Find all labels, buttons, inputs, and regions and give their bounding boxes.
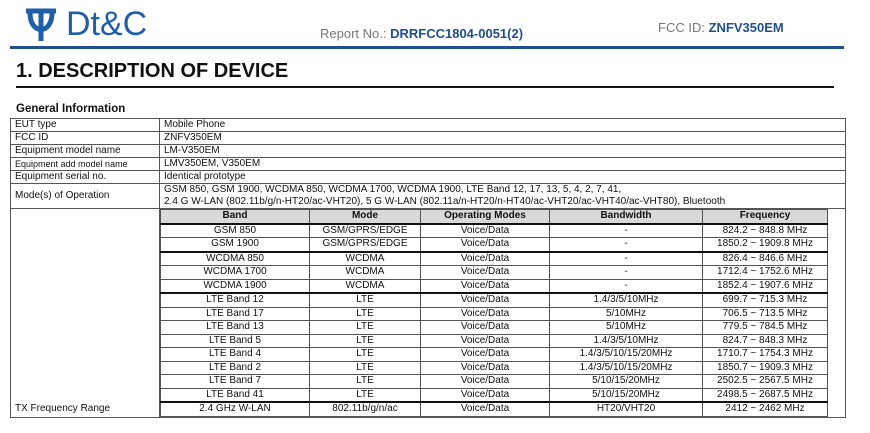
info-row bbox=[11, 171, 846, 184]
band-cell: WCDMA 850 bbox=[161, 252, 310, 266]
dtc-emblem-icon bbox=[24, 5, 58, 43]
band-cell: LTE Band 12 bbox=[161, 293, 310, 307]
frequency-row bbox=[161, 224, 828, 238]
col-header-frequency: Frequency bbox=[703, 210, 828, 224]
frequency-cell: 1850.7 ~ 1909.3 MHz bbox=[703, 361, 828, 375]
operating-mode-cell: Voice/Data bbox=[421, 307, 550, 321]
operating-mode-cell: Voice/Data bbox=[421, 348, 550, 362]
bandwidth-cell: - bbox=[550, 266, 703, 280]
frequency-row bbox=[161, 348, 828, 362]
frequency-row bbox=[161, 252, 828, 266]
section-title: 1. DESCRIPTION OF DEVICE bbox=[16, 60, 289, 82]
operating-mode-cell: Voice/Data bbox=[421, 224, 550, 238]
mode-cell: LTE bbox=[310, 307, 421, 321]
frequency-table-body bbox=[161, 224, 828, 417]
info-label: Equipment add model name bbox=[11, 158, 160, 171]
general-info-table bbox=[10, 118, 846, 418]
col-header-operating-modes: Operating Modes bbox=[421, 210, 550, 224]
bandwidth-cell: 1.4/3/5/10MHz bbox=[550, 334, 703, 348]
frequency-cell: 824.2 ~ 848.8 MHz bbox=[703, 224, 828, 238]
frequency-cell: 824.7 ~ 848.3 MHz bbox=[703, 334, 828, 348]
frequency-row bbox=[161, 307, 828, 321]
frequency-cell: 2502.5 ~ 2567.5 MHz bbox=[703, 375, 828, 389]
header-divider bbox=[10, 46, 844, 49]
bandwidth-cell: - bbox=[550, 238, 703, 252]
report-label: Report No.: bbox=[320, 26, 387, 41]
info-value: Identical prototype bbox=[160, 171, 846, 184]
band-cell: WCDMA 1900 bbox=[161, 279, 310, 293]
section-divider bbox=[16, 86, 834, 88]
bandwidth-cell: 5/10/15/20MHz bbox=[550, 375, 703, 389]
col-header-bandwidth: Bandwidth bbox=[550, 210, 703, 224]
mode-cell: WCDMA bbox=[310, 266, 421, 280]
frequency-cell: 1852.4 ~ 1907.6 MHz bbox=[703, 279, 828, 293]
band-cell: LTE Band 13 bbox=[161, 321, 310, 335]
frequency-cell: 1850.2 ~ 1909.8 MHz bbox=[703, 238, 828, 252]
frequency-row bbox=[161, 334, 828, 348]
info-label: FCC ID bbox=[11, 132, 160, 145]
frequency-cell: 706.5 ~ 713.5 MHz bbox=[703, 307, 828, 321]
frequency-cell: 1710.7 ~ 1754.3 MHz bbox=[703, 348, 828, 362]
info-label: Equipment serial no. bbox=[11, 171, 160, 184]
frequency-table bbox=[160, 209, 828, 417]
report-number bbox=[320, 26, 523, 41]
tx-frequency-label: TX Frequency Range bbox=[11, 209, 160, 418]
frequency-cell: 2498.5 ~ 2687.5 MHz bbox=[703, 388, 828, 402]
frequency-row bbox=[161, 238, 828, 252]
operating-mode-cell: Voice/Data bbox=[421, 375, 550, 389]
mode-cell: LTE bbox=[310, 321, 421, 335]
mode-cell: WCDMA bbox=[310, 279, 421, 293]
info-row bbox=[11, 158, 846, 171]
band-cell: LTE Band 7 bbox=[161, 375, 310, 389]
mode-cell: LTE bbox=[310, 361, 421, 375]
modes-value bbox=[160, 184, 846, 209]
modes-line-1: GSM 850, GSM 1900, WCDMA 850, WCDMA 1700, WCDMA 1900, LTE Band 12, 17, 13, 5, 4, 2, 7, 41, bbox=[164, 184, 622, 195]
bandwidth-cell: 5/10MHz bbox=[550, 321, 703, 335]
info-row-modes bbox=[11, 184, 846, 209]
band-cell: LTE Band 5 bbox=[161, 334, 310, 348]
info-label: Mode(s) of Operation bbox=[11, 184, 160, 209]
bandwidth-cell: - bbox=[550, 224, 703, 238]
operating-mode-cell: Voice/Data bbox=[421, 388, 550, 402]
info-label: EUT type bbox=[11, 119, 160, 132]
general-info-title: General Information bbox=[16, 103, 126, 115]
frequency-row bbox=[161, 321, 828, 335]
report-value: DRRFCC1804-0051(2) bbox=[390, 26, 524, 41]
col-header-mode: Mode bbox=[310, 210, 421, 224]
band-cell: WCDMA 1700 bbox=[161, 266, 310, 280]
band-cell: LTE Band 4 bbox=[161, 348, 310, 362]
modes-line-2: 2.4 G W-LAN (802.11b/g/n-HT20/ac-VHT20), 5 G W-LAN (802.11a/n-HT20/n-HT40/ac-VHT20/ac-VHT40/ac-VHT80), Bluetooth bbox=[164, 196, 726, 207]
page-header bbox=[0, 0, 870, 50]
mode-cell: LTE bbox=[310, 375, 421, 389]
frequency-row bbox=[161, 375, 828, 389]
bandwidth-cell: 1.4/3/5/10/15/20MHz bbox=[550, 361, 703, 375]
info-value: LMV350EM, V350EM bbox=[160, 158, 846, 171]
bandwidth-cell: 5/10/15/20MHz bbox=[550, 388, 703, 402]
frequency-row bbox=[161, 388, 828, 402]
mode-cell: 802.11b/g/n/ac bbox=[310, 402, 421, 416]
band-cell: GSM 850 bbox=[161, 224, 310, 238]
info-row bbox=[11, 119, 846, 132]
bandwidth-cell: HT20/VHT20 bbox=[550, 402, 703, 416]
band-cell: 2.4 GHz W-LAN bbox=[161, 402, 310, 416]
bandwidth-cell: 1.4/3/5/10/15/20MHz bbox=[550, 348, 703, 362]
operating-mode-cell: Voice/Data bbox=[421, 402, 550, 416]
mode-cell: GSM/GPRS/EDGE bbox=[310, 224, 421, 238]
operating-mode-cell: Voice/Data bbox=[421, 252, 550, 266]
frequency-row bbox=[161, 402, 828, 416]
frequency-row bbox=[161, 293, 828, 307]
band-cell: LTE Band 41 bbox=[161, 388, 310, 402]
bandwidth-cell: - bbox=[550, 252, 703, 266]
info-value: Mobile Phone bbox=[160, 119, 846, 132]
frequency-row bbox=[161, 266, 828, 280]
fcc-id-value: ZNFV350EM bbox=[708, 20, 784, 35]
mode-cell: WCDMA bbox=[310, 252, 421, 266]
frequency-cell: 826.4 ~ 846.6 MHz bbox=[703, 252, 828, 266]
operating-mode-cell: Voice/Data bbox=[421, 279, 550, 293]
frequency-row bbox=[161, 279, 828, 293]
logo-text: Dt&C bbox=[66, 5, 148, 43]
bandwidth-cell: - bbox=[550, 279, 703, 293]
info-row-tx bbox=[11, 209, 846, 418]
fcc-id-label: FCC ID: bbox=[658, 20, 705, 35]
bandwidth-cell: 5/10MHz bbox=[550, 307, 703, 321]
frequency-cell: 1712.4 ~ 1752.6 MHz bbox=[703, 266, 828, 280]
bandwidth-cell: 1.4/3/5/10MHz bbox=[550, 293, 703, 307]
frequency-cell: 699.7 ~ 715.3 MHz bbox=[703, 293, 828, 307]
frequency-cell: 2412 ~ 2462 MHz bbox=[703, 402, 828, 416]
fcc-id-header bbox=[658, 20, 784, 35]
info-row bbox=[11, 132, 846, 145]
mode-cell: GSM/GPRS/EDGE bbox=[310, 238, 421, 252]
tx-frequency-cell bbox=[160, 209, 846, 418]
band-cell: LTE Band 17 bbox=[161, 307, 310, 321]
operating-mode-cell: Voice/Data bbox=[421, 334, 550, 348]
frequency-cell: 779.5 ~ 784.5 MHz bbox=[703, 321, 828, 335]
band-cell: LTE Band 2 bbox=[161, 361, 310, 375]
mode-cell: LTE bbox=[310, 348, 421, 362]
band-cell: GSM 1900 bbox=[161, 238, 310, 252]
operating-mode-cell: Voice/Data bbox=[421, 361, 550, 375]
operating-mode-cell: Voice/Data bbox=[421, 293, 550, 307]
info-value: ZNFV350EM bbox=[160, 132, 846, 145]
info-label: Equipment model name bbox=[11, 145, 160, 158]
frequency-row bbox=[161, 361, 828, 375]
company-logo bbox=[24, 4, 147, 44]
mode-cell: LTE bbox=[310, 293, 421, 307]
mode-cell: LTE bbox=[310, 334, 421, 348]
operating-mode-cell: Voice/Data bbox=[421, 321, 550, 335]
frequency-header-row bbox=[161, 210, 828, 224]
info-row bbox=[11, 145, 846, 158]
mode-cell: LTE bbox=[310, 388, 421, 402]
operating-mode-cell: Voice/Data bbox=[421, 238, 550, 252]
operating-mode-cell: Voice/Data bbox=[421, 266, 550, 280]
info-value: LM-V350EM bbox=[160, 145, 846, 158]
col-header-band: Band bbox=[161, 210, 310, 224]
